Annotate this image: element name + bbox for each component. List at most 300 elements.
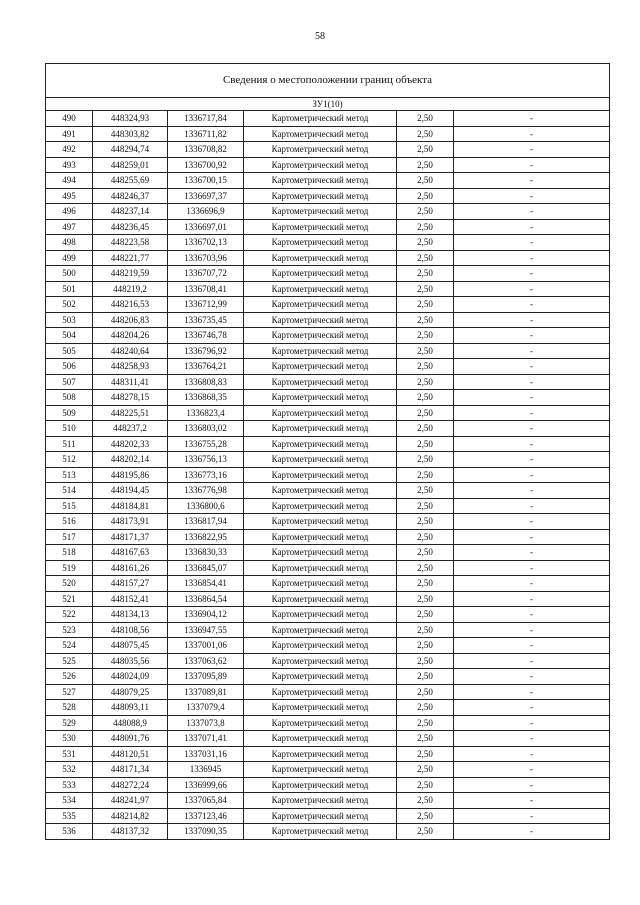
method-cell: Картометрический метод <box>244 576 397 592</box>
y-coordinate-cell: 1337089,81 <box>168 684 244 700</box>
accuracy-cell: 2,50 <box>397 467 454 483</box>
description-cell: - <box>454 607 610 623</box>
method-cell: Картометрический метод <box>244 514 397 530</box>
accuracy-cell: 2,50 <box>397 173 454 189</box>
accuracy-cell: 2,50 <box>397 560 454 576</box>
y-coordinate-cell: 1336707,72 <box>168 266 244 282</box>
x-coordinate-cell: 448246,37 <box>93 188 168 204</box>
description-cell: - <box>454 700 610 716</box>
table-row <box>46 390 610 406</box>
boundary-coordinates-table <box>45 63 610 840</box>
x-coordinate-cell: 448079,25 <box>93 684 168 700</box>
y-coordinate-cell: 1336800,6 <box>168 498 244 514</box>
y-coordinate-cell: 1336947,55 <box>168 622 244 638</box>
table-row <box>46 607 610 623</box>
x-coordinate-cell: 448237,2 <box>93 421 168 437</box>
accuracy-cell: 2,50 <box>397 204 454 220</box>
method-cell: Картометрический метод <box>244 560 397 576</box>
page-number: 58 <box>315 31 325 42</box>
description-cell: - <box>454 281 610 297</box>
description-cell: - <box>454 312 610 328</box>
accuracy-cell: 2,50 <box>397 281 454 297</box>
x-coordinate-cell: 448173,91 <box>93 514 168 530</box>
accuracy-cell: 2,50 <box>397 684 454 700</box>
method-cell: Картометрический метод <box>244 591 397 607</box>
description-cell: - <box>454 188 610 204</box>
description-cell: - <box>454 793 610 809</box>
table-title: Сведения о местоположении границ объекта <box>46 64 610 98</box>
point-number-cell: 529 <box>46 715 93 731</box>
method-cell: Картометрический метод <box>244 390 397 406</box>
table-row <box>46 173 610 189</box>
x-coordinate-cell: 448171,37 <box>93 529 168 545</box>
y-coordinate-cell: 1336756,13 <box>168 452 244 468</box>
x-coordinate-cell: 448223,58 <box>93 235 168 251</box>
description-cell: - <box>454 421 610 437</box>
description-cell: - <box>454 684 610 700</box>
description-cell: - <box>454 653 610 669</box>
description-cell: - <box>454 824 610 840</box>
description-cell: - <box>454 715 610 731</box>
y-coordinate-cell: 1337090,35 <box>168 824 244 840</box>
y-coordinate-cell: 1337073,8 <box>168 715 244 731</box>
table-row <box>46 514 610 530</box>
table-subtitle: ЗУ1(10) <box>46 98 610 111</box>
method-cell: Картометрический метод <box>244 638 397 654</box>
description-cell: - <box>454 777 610 793</box>
table-row <box>46 235 610 251</box>
point-number-cell: 507 <box>46 374 93 390</box>
method-cell: Картометрический метод <box>244 731 397 747</box>
x-coordinate-cell: 448171,34 <box>93 762 168 778</box>
y-coordinate-cell: 1336796,92 <box>168 343 244 359</box>
y-coordinate-cell: 1336697,37 <box>168 188 244 204</box>
point-number-cell: 504 <box>46 328 93 344</box>
x-coordinate-cell: 448219,2 <box>93 281 168 297</box>
accuracy-cell: 2,50 <box>397 359 454 375</box>
x-coordinate-cell: 448278,15 <box>93 390 168 406</box>
x-coordinate-cell: 448075,45 <box>93 638 168 654</box>
table-row <box>46 545 610 561</box>
point-number-cell: 492 <box>46 142 93 158</box>
accuracy-cell: 2,50 <box>397 436 454 452</box>
method-cell: Картометрический метод <box>244 219 397 235</box>
accuracy-cell: 2,50 <box>397 498 454 514</box>
accuracy-cell: 2,50 <box>397 746 454 762</box>
accuracy-cell: 2,50 <box>397 312 454 328</box>
point-number-cell: 530 <box>46 731 93 747</box>
description-cell: - <box>454 452 610 468</box>
x-coordinate-cell: 448237,14 <box>93 204 168 220</box>
x-coordinate-cell: 448219,59 <box>93 266 168 282</box>
method-cell: Картометрический метод <box>244 173 397 189</box>
point-number-cell: 502 <box>46 297 93 313</box>
accuracy-cell: 2,50 <box>397 731 454 747</box>
point-number-cell: 512 <box>46 452 93 468</box>
x-coordinate-cell: 448167,63 <box>93 545 168 561</box>
method-cell: Картометрический метод <box>244 483 397 499</box>
description-cell: - <box>454 142 610 158</box>
table-row <box>46 359 610 375</box>
y-coordinate-cell: 1337079,4 <box>168 700 244 716</box>
method-cell: Картометрический метод <box>244 328 397 344</box>
y-coordinate-cell: 1336864,54 <box>168 591 244 607</box>
description-cell: - <box>454 591 610 607</box>
accuracy-cell: 2,50 <box>397 638 454 654</box>
y-coordinate-cell: 1337123,46 <box>168 808 244 824</box>
accuracy-cell: 2,50 <box>397 669 454 685</box>
accuracy-cell: 2,50 <box>397 591 454 607</box>
accuracy-cell: 2,50 <box>397 343 454 359</box>
point-number-cell: 505 <box>46 343 93 359</box>
description-cell: - <box>454 483 610 499</box>
table-row <box>46 421 610 437</box>
method-cell: Картометрический метод <box>244 467 397 483</box>
point-number-cell: 499 <box>46 250 93 266</box>
method-cell: Картометрический метод <box>244 777 397 793</box>
method-cell: Картометрический метод <box>244 808 397 824</box>
y-coordinate-cell: 1336697,01 <box>168 219 244 235</box>
description-cell: - <box>454 204 610 220</box>
method-cell: Картометрический метод <box>244 142 397 158</box>
x-coordinate-cell: 448241,97 <box>93 793 168 809</box>
method-cell: Картометрический метод <box>244 529 397 545</box>
point-number-cell: 500 <box>46 266 93 282</box>
point-number-cell: 535 <box>46 808 93 824</box>
y-coordinate-cell: 1336711,82 <box>168 126 244 142</box>
method-cell: Картометрический метод <box>244 266 397 282</box>
table-row <box>46 452 610 468</box>
accuracy-cell: 2,50 <box>397 576 454 592</box>
point-number-cell: 493 <box>46 157 93 173</box>
x-coordinate-cell: 448255,69 <box>93 173 168 189</box>
method-cell: Картометрический метод <box>244 793 397 809</box>
x-coordinate-cell: 448108,56 <box>93 622 168 638</box>
method-cell: Картометрический метод <box>244 545 397 561</box>
table-row <box>46 762 610 778</box>
y-coordinate-cell: 1337063,62 <box>168 653 244 669</box>
table-row <box>46 328 610 344</box>
accuracy-cell: 2,50 <box>397 793 454 809</box>
accuracy-cell: 2,50 <box>397 529 454 545</box>
description-cell: - <box>454 638 610 654</box>
table-row <box>46 731 610 747</box>
y-coordinate-cell: 1336764,21 <box>168 359 244 375</box>
accuracy-cell: 2,50 <box>397 266 454 282</box>
table-row <box>46 560 610 576</box>
y-coordinate-cell: 1336746,78 <box>168 328 244 344</box>
description-cell: - <box>454 126 610 142</box>
y-coordinate-cell: 1336717,84 <box>168 111 244 127</box>
table-row <box>46 746 610 762</box>
y-coordinate-cell: 1336822,95 <box>168 529 244 545</box>
description-cell: - <box>454 560 610 576</box>
y-coordinate-cell: 1336776,98 <box>168 483 244 499</box>
y-coordinate-cell: 1336868,35 <box>168 390 244 406</box>
x-coordinate-cell: 448195,86 <box>93 467 168 483</box>
x-coordinate-cell: 448202,33 <box>93 436 168 452</box>
accuracy-cell: 2,50 <box>397 483 454 499</box>
point-number-cell: 497 <box>46 219 93 235</box>
y-coordinate-cell: 1336823,4 <box>168 405 244 421</box>
table-row <box>46 483 610 499</box>
method-cell: Картометрический метод <box>244 436 397 452</box>
description-cell: - <box>454 498 610 514</box>
point-number-cell: 494 <box>46 173 93 189</box>
y-coordinate-cell: 1336803,02 <box>168 421 244 437</box>
method-cell: Картометрический метод <box>244 669 397 685</box>
accuracy-cell: 2,50 <box>397 777 454 793</box>
y-coordinate-cell: 1336830,33 <box>168 545 244 561</box>
method-cell: Картометрический метод <box>244 111 397 127</box>
method-cell: Картометрический метод <box>244 235 397 251</box>
table-row <box>46 777 610 793</box>
table-row <box>46 219 610 235</box>
y-coordinate-cell: 1337001,06 <box>168 638 244 654</box>
method-cell: Картометрический метод <box>244 250 397 266</box>
y-coordinate-cell: 1336845,07 <box>168 560 244 576</box>
y-coordinate-cell: 1336808,83 <box>168 374 244 390</box>
point-number-cell: 531 <box>46 746 93 762</box>
table-row <box>46 684 610 700</box>
table-row <box>46 824 610 840</box>
y-coordinate-cell: 1336817,94 <box>168 514 244 530</box>
description-cell: - <box>454 405 610 421</box>
table-row <box>46 374 610 390</box>
method-cell: Картометрический метод <box>244 204 397 220</box>
point-number-cell: 519 <box>46 560 93 576</box>
method-cell: Картометрический метод <box>244 297 397 313</box>
x-coordinate-cell: 448225,51 <box>93 405 168 421</box>
x-coordinate-cell: 448091,76 <box>93 731 168 747</box>
accuracy-cell: 2,50 <box>397 328 454 344</box>
method-cell: Картометрический метод <box>244 188 397 204</box>
method-cell: Картометрический метод <box>244 824 397 840</box>
accuracy-cell: 2,50 <box>397 111 454 127</box>
accuracy-cell: 2,50 <box>397 219 454 235</box>
x-coordinate-cell: 448120,51 <box>93 746 168 762</box>
point-number-cell: 511 <box>46 436 93 452</box>
description-cell: - <box>454 297 610 313</box>
method-cell: Картометрический метод <box>244 281 397 297</box>
y-coordinate-cell: 1336708,41 <box>168 281 244 297</box>
method-cell: Картометрический метод <box>244 653 397 669</box>
point-number-cell: 532 <box>46 762 93 778</box>
x-coordinate-cell: 448204,26 <box>93 328 168 344</box>
table-row <box>46 266 610 282</box>
description-cell: - <box>454 219 610 235</box>
accuracy-cell: 2,50 <box>397 250 454 266</box>
y-coordinate-cell: 1336945 <box>168 762 244 778</box>
accuracy-cell: 2,50 <box>397 235 454 251</box>
table-row <box>46 188 610 204</box>
point-number-cell: 524 <box>46 638 93 654</box>
description-cell: - <box>454 173 610 189</box>
accuracy-cell: 2,50 <box>397 126 454 142</box>
description-cell: - <box>454 731 610 747</box>
accuracy-cell: 2,50 <box>397 142 454 158</box>
method-cell: Картометрический метод <box>244 374 397 390</box>
y-coordinate-cell: 1337095,89 <box>168 669 244 685</box>
point-number-cell: 491 <box>46 126 93 142</box>
method-cell: Картометрический метод <box>244 607 397 623</box>
method-cell: Картометрический метод <box>244 498 397 514</box>
table-row <box>46 157 610 173</box>
table-row <box>46 297 610 313</box>
point-number-cell: 517 <box>46 529 93 545</box>
table-row <box>46 405 610 421</box>
table-row <box>46 281 610 297</box>
accuracy-cell: 2,50 <box>397 390 454 406</box>
accuracy-cell: 2,50 <box>397 421 454 437</box>
point-number-cell: 536 <box>46 824 93 840</box>
x-coordinate-cell: 448035,56 <box>93 653 168 669</box>
x-coordinate-cell: 448214,82 <box>93 808 168 824</box>
table-subtitle-row <box>46 98 610 111</box>
x-coordinate-cell: 448206,83 <box>93 312 168 328</box>
description-cell: - <box>454 467 610 483</box>
table-row <box>46 700 610 716</box>
table-row <box>46 638 610 654</box>
accuracy-cell: 2,50 <box>397 188 454 204</box>
point-number-cell: 516 <box>46 514 93 530</box>
x-coordinate-cell: 448093,11 <box>93 700 168 716</box>
x-coordinate-cell: 448259,01 <box>93 157 168 173</box>
method-cell: Картометрический метод <box>244 157 397 173</box>
table-row <box>46 343 610 359</box>
table-row <box>46 529 610 545</box>
accuracy-cell: 2,50 <box>397 700 454 716</box>
point-number-cell: 533 <box>46 777 93 793</box>
table-title-row <box>46 64 610 98</box>
x-coordinate-cell: 448272,24 <box>93 777 168 793</box>
description-cell: - <box>454 808 610 824</box>
description-cell: - <box>454 235 610 251</box>
x-coordinate-cell: 448202,14 <box>93 452 168 468</box>
accuracy-cell: 2,50 <box>397 622 454 638</box>
y-coordinate-cell: 1336703,96 <box>168 250 244 266</box>
x-coordinate-cell: 448221,77 <box>93 250 168 266</box>
description-cell: - <box>454 390 610 406</box>
table-row <box>46 467 610 483</box>
table-row <box>46 250 610 266</box>
method-cell: Картометрический метод <box>244 762 397 778</box>
table-row <box>46 576 610 592</box>
y-coordinate-cell: 1336712,99 <box>168 297 244 313</box>
table-row <box>46 591 610 607</box>
accuracy-cell: 2,50 <box>397 824 454 840</box>
y-coordinate-cell: 1336735,45 <box>168 312 244 328</box>
accuracy-cell: 2,50 <box>397 715 454 731</box>
method-cell: Картометрический метод <box>244 715 397 731</box>
point-number-cell: 520 <box>46 576 93 592</box>
accuracy-cell: 2,50 <box>397 157 454 173</box>
y-coordinate-cell: 1336696,9 <box>168 204 244 220</box>
point-number-cell: 510 <box>46 421 93 437</box>
description-cell: - <box>454 250 610 266</box>
y-coordinate-cell: 1337071,41 <box>168 731 244 747</box>
x-coordinate-cell: 448216,53 <box>93 297 168 313</box>
accuracy-cell: 2,50 <box>397 514 454 530</box>
y-coordinate-cell: 1336854,41 <box>168 576 244 592</box>
point-number-cell: 526 <box>46 669 93 685</box>
accuracy-cell: 2,50 <box>397 545 454 561</box>
y-coordinate-cell: 1336700,92 <box>168 157 244 173</box>
method-cell: Картометрический метод <box>244 622 397 638</box>
table-row <box>46 436 610 452</box>
x-coordinate-cell: 448236,45 <box>93 219 168 235</box>
method-cell: Картометрический метод <box>244 700 397 716</box>
description-cell: - <box>454 436 610 452</box>
x-coordinate-cell: 448324,93 <box>93 111 168 127</box>
point-number-cell: 523 <box>46 622 93 638</box>
description-cell: - <box>454 328 610 344</box>
description-cell: - <box>454 111 610 127</box>
description-cell: - <box>454 576 610 592</box>
table-row <box>46 622 610 638</box>
point-number-cell: 506 <box>46 359 93 375</box>
x-coordinate-cell: 448152,41 <box>93 591 168 607</box>
point-number-cell: 527 <box>46 684 93 700</box>
point-number-cell: 515 <box>46 498 93 514</box>
x-coordinate-cell: 448184,81 <box>93 498 168 514</box>
method-cell: Картометрический метод <box>244 405 397 421</box>
x-coordinate-cell: 448294,74 <box>93 142 168 158</box>
x-coordinate-cell: 448194,45 <box>93 483 168 499</box>
description-cell: - <box>454 266 610 282</box>
x-coordinate-cell: 448088,9 <box>93 715 168 731</box>
point-number-cell: 496 <box>46 204 93 220</box>
description-cell: - <box>454 514 610 530</box>
table-body <box>46 64 610 840</box>
accuracy-cell: 2,50 <box>397 653 454 669</box>
y-coordinate-cell: 1336702,13 <box>168 235 244 251</box>
point-number-cell: 534 <box>46 793 93 809</box>
point-number-cell: 521 <box>46 591 93 607</box>
table-row <box>46 653 610 669</box>
table-row <box>46 312 610 328</box>
accuracy-cell: 2,50 <box>397 374 454 390</box>
y-coordinate-cell: 1337031,16 <box>168 746 244 762</box>
accuracy-cell: 2,50 <box>397 808 454 824</box>
table-row <box>46 715 610 731</box>
x-coordinate-cell: 448157,27 <box>93 576 168 592</box>
point-number-cell: 514 <box>46 483 93 499</box>
description-cell: - <box>454 545 610 561</box>
table-row <box>46 669 610 685</box>
point-number-cell: 509 <box>46 405 93 421</box>
table-row <box>46 793 610 809</box>
method-cell: Картометрический метод <box>244 312 397 328</box>
accuracy-cell: 2,50 <box>397 762 454 778</box>
point-number-cell: 528 <box>46 700 93 716</box>
table-row <box>46 204 610 220</box>
accuracy-cell: 2,50 <box>397 405 454 421</box>
x-coordinate-cell: 448024,09 <box>93 669 168 685</box>
description-cell: - <box>454 359 610 375</box>
table-row <box>46 111 610 127</box>
point-number-cell: 518 <box>46 545 93 561</box>
method-cell: Картометрический метод <box>244 746 397 762</box>
point-number-cell: 525 <box>46 653 93 669</box>
method-cell: Картометрический метод <box>244 343 397 359</box>
table-row <box>46 808 610 824</box>
x-coordinate-cell: 448137,32 <box>93 824 168 840</box>
y-coordinate-cell: 1336999,66 <box>168 777 244 793</box>
description-cell: - <box>454 157 610 173</box>
method-cell: Картометрический метод <box>244 359 397 375</box>
description-cell: - <box>454 762 610 778</box>
